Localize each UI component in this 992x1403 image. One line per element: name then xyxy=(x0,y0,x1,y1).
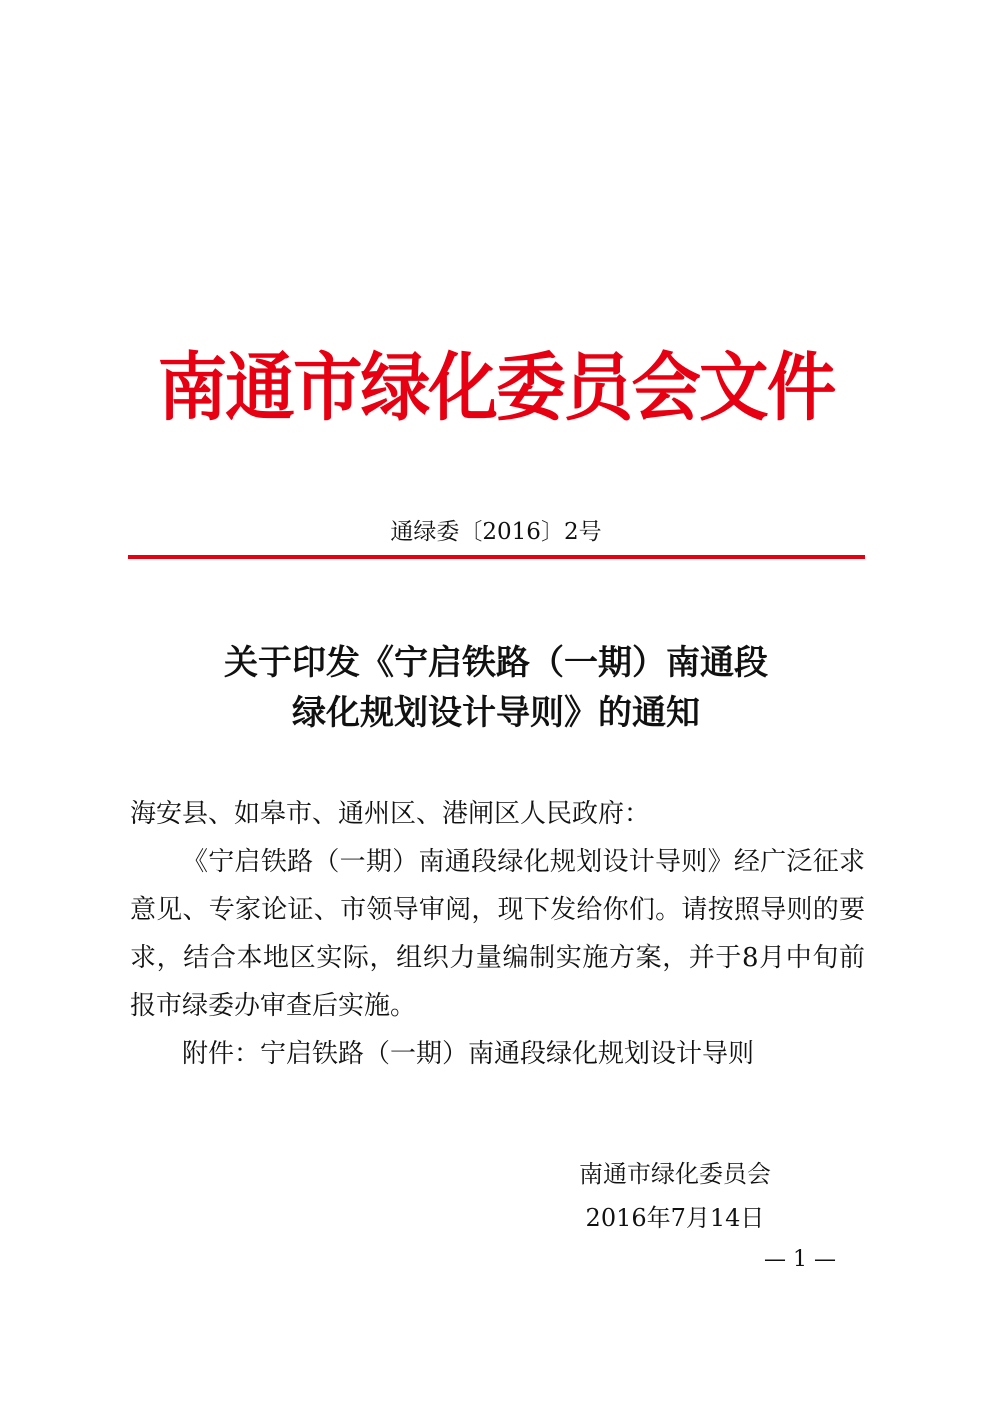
notice-title xyxy=(100,638,892,738)
recipients-line: 海安县、如皋市、通州区、港闸区人民政府： xyxy=(130,799,651,829)
notice-title-line-2: 绿化规划设计导则》的通知 xyxy=(292,693,700,733)
page-number: — 1 — xyxy=(764,1247,836,1272)
masthead-title: 南通市绿化委员会文件 xyxy=(157,345,835,431)
red-divider-line xyxy=(128,555,865,559)
signature-date: 2016年7月14日 xyxy=(585,1204,765,1232)
document-number: 通绿委〔2016〕2号 xyxy=(390,519,602,545)
body-paragraph: 《宁启铁路（一期）南通段绿化规划设计导则》经广泛征求意见、专家论证、市领导审阅，现下发给你们。请按照导则的要求，结合本地区实际，组织力量编制实施方案，并于8月中旬前报市绿委办审查后实施。 xyxy=(130,847,865,1021)
notice-title-line-1: 关于印发《宁启铁路（一期）南通段 xyxy=(224,643,768,683)
signature-block xyxy=(470,1152,880,1240)
signature-organization: 南通市绿化委员会 xyxy=(579,1160,771,1188)
attachment-line: 附件：宁启铁路（一期）南通段绿化规划设计导则 xyxy=(182,1039,755,1069)
notice-body xyxy=(130,790,865,1078)
